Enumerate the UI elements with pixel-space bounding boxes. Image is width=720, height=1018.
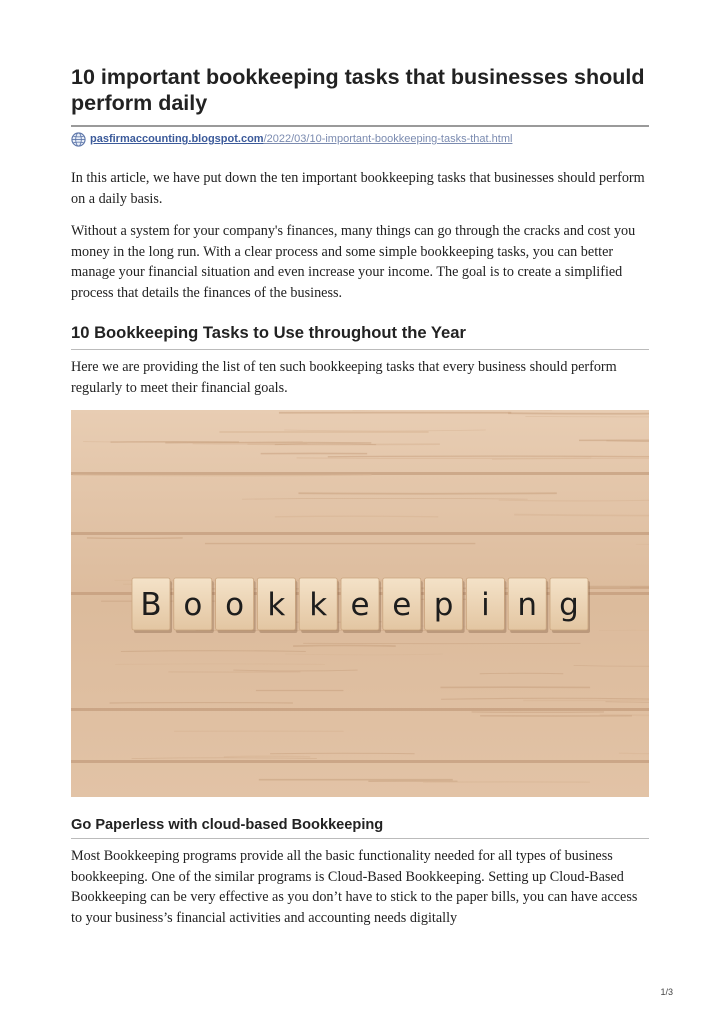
letter-tile [550,578,590,633]
letter-tile [299,578,339,633]
title-divider [71,125,649,127]
tile-letter: o [183,587,203,623]
tile-letter: i [481,587,490,623]
grain-line [514,515,649,516]
grain-line [480,673,563,674]
source-domain[interactable]: pasfirmaccounting.blogspot.com [90,133,264,145]
letter-tile [425,578,465,633]
letter-tiles [132,578,590,633]
source-path[interactable]: /2022/03/10-important-bookkeeping-tasks-that.html [263,133,513,145]
grain-line [275,516,438,517]
tile-letter: p [433,587,454,623]
letter-tile [383,578,423,633]
tile-letter: e [350,587,370,623]
letter-tile [341,578,381,633]
section-heading: 10 Bookkeeping Tasks to Use throughout the Year [71,323,466,342]
grain-line [293,645,396,646]
article-title: 10 important bookkeeping tasks that businesses should perform daily [71,65,645,115]
tile-letter: k [267,587,286,623]
letter-tile [466,578,506,633]
plank-seam [71,532,649,535]
letter-tile [216,578,256,633]
letter-tile [257,578,297,633]
tile-letter: o [225,587,245,623]
tile-letter: g [559,587,579,623]
grain-line [270,753,414,754]
plank-seam [71,708,649,711]
letter-tile [132,578,172,633]
bookkeeping-photo [71,410,649,797]
plank-seam [71,760,649,763]
globe-icon [71,132,86,147]
subheading-divider [71,838,649,839]
section-paragraph: Here we are providing the list of ten such bookkeeping tasks that every business should perform regularly to meet their financial goals. [71,359,617,396]
tile-letter: e [392,587,412,623]
grain-line [224,756,310,757]
intro-paragraph-2: Without a system for your company's finances, many things can go through the cracks and cost you money in the long run. With a clear process and some simple bookkeeping tasks, you can better manage your financial situation and even increase your income. The goal is to create a simplified process that details the finances of the business. [71,223,636,301]
tile-letter: k [309,587,328,623]
tile-letter: n [517,587,538,623]
letter-tile [174,578,214,633]
intro-paragraph-1: In this article, we have put down the ten important bookkeeping tasks that businesses should perform on a daily basis. [71,170,645,207]
section-divider [71,349,649,350]
source-link[interactable] [71,131,512,147]
subheading: Go Paperless with cloud-based Bookkeeping [71,817,384,833]
letter-tile [508,578,548,633]
tile-letter: B [140,587,162,623]
sub-paragraph: Most Bookkeeping programs provide all the basic functionality needed for all types of business bookkeeping. One of the similar programs is Cloud-Based Bookkeeping. Setting up Cloud-Based Bookkeeping can be very effective as you don’t have to stick to the paper bills, you can have access to your business’s financial activities and accounting needs digitally [71,848,638,926]
page-number: 1/3 [660,987,673,997]
